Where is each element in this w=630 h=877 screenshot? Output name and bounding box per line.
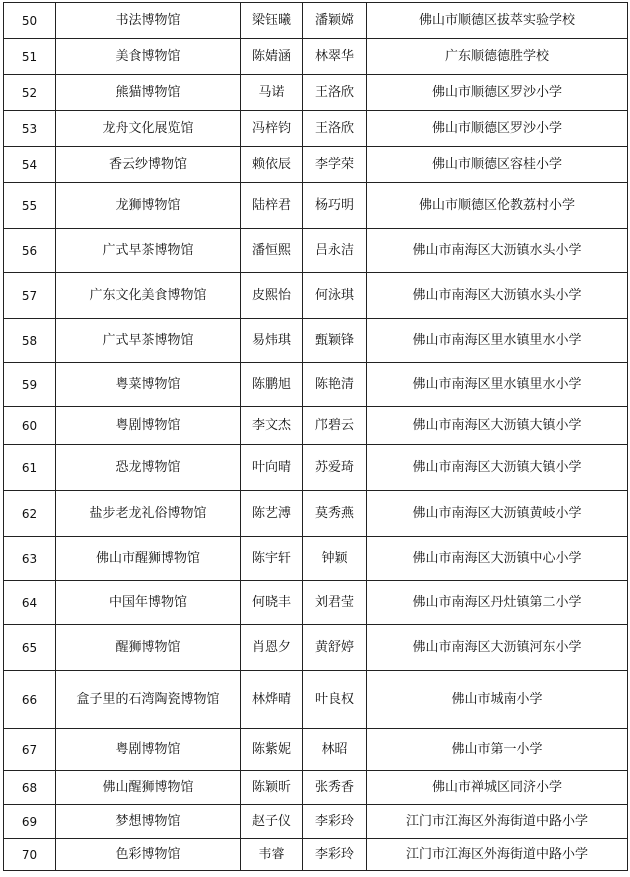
teacher-name: 李学荣	[303, 147, 367, 183]
row-number: 60	[4, 407, 56, 445]
student-name: 何晓丰	[241, 581, 303, 625]
table-body	[4, 3, 628, 871]
table-row	[4, 581, 628, 625]
school-name: 佛山市南海区大沥镇水头小学	[367, 273, 628, 319]
museum-name: 佛山市醒狮博物馆	[56, 537, 241, 581]
school-name: 佛山市顺德区罗沙小学	[367, 111, 628, 147]
school-name: 佛山市南海区里水镇里水小学	[367, 363, 628, 407]
student-name: 李文杰	[241, 407, 303, 445]
student-name: 马诺	[241, 75, 303, 111]
school-name: 佛山市南海区里水镇里水小学	[367, 319, 628, 363]
table-row	[4, 319, 628, 363]
teacher-name: 李彩玲	[303, 805, 367, 839]
school-name: 江门市江海区外海街道中路小学	[367, 805, 628, 839]
row-number: 67	[4, 729, 56, 771]
student-name: 陈颖昕	[241, 771, 303, 805]
table-row	[4, 625, 628, 671]
teacher-name: 王洛欣	[303, 111, 367, 147]
school-name: 佛山市第一小学	[367, 729, 628, 771]
table-row	[4, 729, 628, 771]
teacher-name: 吕永洁	[303, 229, 367, 273]
teacher-name: 陈艳清	[303, 363, 367, 407]
table-row	[4, 3, 628, 39]
row-number: 69	[4, 805, 56, 839]
museum-name: 广式早茶博物馆	[56, 229, 241, 273]
student-name: 梁钰曦	[241, 3, 303, 39]
teacher-name: 林昭	[303, 729, 367, 771]
museum-name: 色彩博物馆	[56, 839, 241, 871]
school-name: 佛山市南海区大沥镇大镇小学	[367, 407, 628, 445]
teacher-name: 王洛欣	[303, 75, 367, 111]
row-number: 53	[4, 111, 56, 147]
row-number: 56	[4, 229, 56, 273]
museum-name: 龙狮博物馆	[56, 183, 241, 229]
row-number: 63	[4, 537, 56, 581]
table-row	[4, 671, 628, 729]
award-table	[3, 2, 628, 871]
teacher-name: 潘颖嫦	[303, 3, 367, 39]
museum-name: 香云纱博物馆	[56, 147, 241, 183]
teacher-name: 甄颖锋	[303, 319, 367, 363]
school-name: 佛山市南海区大沥镇水头小学	[367, 229, 628, 273]
student-name: 赖依辰	[241, 147, 303, 183]
table-row	[4, 273, 628, 319]
row-number: 66	[4, 671, 56, 729]
teacher-name: 杨巧明	[303, 183, 367, 229]
row-number: 64	[4, 581, 56, 625]
table-row	[4, 75, 628, 111]
table-row	[4, 537, 628, 581]
school-name: 佛山市禅城区同济小学	[367, 771, 628, 805]
museum-name: 熊猫博物馆	[56, 75, 241, 111]
table-row	[4, 839, 628, 871]
student-name: 陈婧涵	[241, 39, 303, 75]
table-row	[4, 363, 628, 407]
student-name: 潘恒熙	[241, 229, 303, 273]
school-name: 佛山市南海区大沥镇河东小学	[367, 625, 628, 671]
table-row	[4, 229, 628, 273]
school-name: 佛山市南海区大沥镇中心小学	[367, 537, 628, 581]
table-row	[4, 39, 628, 75]
museum-name: 美食博物馆	[56, 39, 241, 75]
table-row	[4, 805, 628, 839]
student-name: 陈紫妮	[241, 729, 303, 771]
row-number: 59	[4, 363, 56, 407]
teacher-name: 张秀香	[303, 771, 367, 805]
student-name: 易炜琪	[241, 319, 303, 363]
student-name: 韦睿	[241, 839, 303, 871]
table-row	[4, 491, 628, 537]
school-name: 佛山市南海区大沥镇黄岐小学	[367, 491, 628, 537]
table-row	[4, 445, 628, 491]
student-name: 冯梓钧	[241, 111, 303, 147]
teacher-name: 刘君莹	[303, 581, 367, 625]
row-number: 54	[4, 147, 56, 183]
row-number: 62	[4, 491, 56, 537]
student-name: 陈宇轩	[241, 537, 303, 581]
row-number: 58	[4, 319, 56, 363]
school-name: 佛山市顺德区伦教荔村小学	[367, 183, 628, 229]
school-name: 佛山市顺德区拔萃实验学校	[367, 3, 628, 39]
museum-name: 粤剧博物馆	[56, 407, 241, 445]
school-name: 佛山市南海区丹灶镇第二小学	[367, 581, 628, 625]
row-number: 61	[4, 445, 56, 491]
table-row	[4, 111, 628, 147]
row-number: 51	[4, 39, 56, 75]
museum-name: 盒子里的石湾陶瓷博物馆	[56, 671, 241, 729]
museum-name: 佛山醒狮博物馆	[56, 771, 241, 805]
museum-name: 中国年博物馆	[56, 581, 241, 625]
student-name: 皮熙怡	[241, 273, 303, 319]
row-number: 50	[4, 3, 56, 39]
teacher-name: 何泳琪	[303, 273, 367, 319]
teacher-name: 叶良权	[303, 671, 367, 729]
student-name: 陈艺溥	[241, 491, 303, 537]
table-row	[4, 147, 628, 183]
row-number: 52	[4, 75, 56, 111]
teacher-name: 苏爱琦	[303, 445, 367, 491]
student-name: 赵子仪	[241, 805, 303, 839]
table-row	[4, 183, 628, 229]
table-row	[4, 771, 628, 805]
row-number: 55	[4, 183, 56, 229]
student-name: 陆梓君	[241, 183, 303, 229]
student-name: 叶向晴	[241, 445, 303, 491]
table-row	[4, 407, 628, 445]
museum-name: 粤菜博物馆	[56, 363, 241, 407]
museum-name: 恐龙博物馆	[56, 445, 241, 491]
school-name: 佛山市顺德区容桂小学	[367, 147, 628, 183]
school-name: 佛山市城南小学	[367, 671, 628, 729]
museum-name: 盐步老龙礼俗博物馆	[56, 491, 241, 537]
museum-name: 梦想博物馆	[56, 805, 241, 839]
museum-name: 龙舟文化展览馆	[56, 111, 241, 147]
museum-name: 醒狮博物馆	[56, 625, 241, 671]
student-name: 肖恩夕	[241, 625, 303, 671]
teacher-name: 钟颖	[303, 537, 367, 581]
student-name: 陈鹏旭	[241, 363, 303, 407]
museum-name: 广东文化美食博物馆	[56, 273, 241, 319]
row-number: 70	[4, 839, 56, 871]
row-number: 65	[4, 625, 56, 671]
teacher-name: 林翠华	[303, 39, 367, 75]
row-number: 57	[4, 273, 56, 319]
museum-name: 粤剧博物馆	[56, 729, 241, 771]
school-name: 江门市江海区外海街道中路小学	[367, 839, 628, 871]
student-name: 林烨晴	[241, 671, 303, 729]
teacher-name: 李彩玲	[303, 839, 367, 871]
school-name: 广东顺德德胜学校	[367, 39, 628, 75]
school-name: 佛山市顺德区罗沙小学	[367, 75, 628, 111]
teacher-name: 邝碧云	[303, 407, 367, 445]
teacher-name: 莫秀燕	[303, 491, 367, 537]
teacher-name: 黄舒婷	[303, 625, 367, 671]
row-number: 68	[4, 771, 56, 805]
school-name: 佛山市南海区大沥镇大镇小学	[367, 445, 628, 491]
museum-name: 广式早茶博物馆	[56, 319, 241, 363]
museum-name: 书法博物馆	[56, 3, 241, 39]
